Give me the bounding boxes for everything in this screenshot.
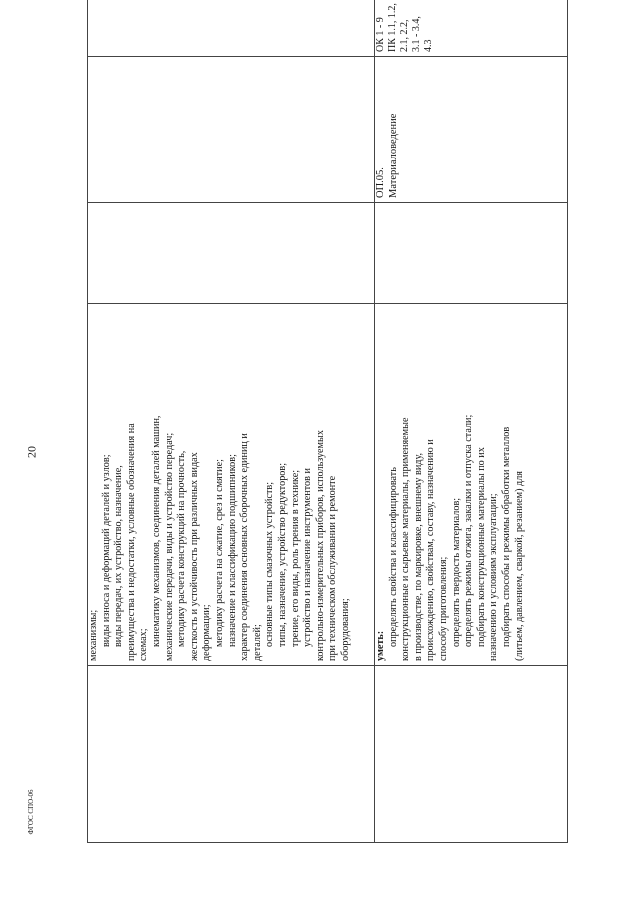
table-row-mechanics [88, 0, 375, 843]
text-line: трение, его виды, роль трения в технике; [289, 469, 301, 647]
competency-line: ОК 1 - 9 [375, 17, 386, 52]
page-number: 20 [24, 446, 39, 458]
text-line: кинематику механизмов, соединения деталей машин, [150, 415, 162, 647]
text-line: назначение и классификацию подшипников; [226, 454, 238, 647]
text-line: контрольно-измерительных приборов, используемых [314, 430, 326, 661]
text-line: конструкционные и сырьевые материалы, применяемые [400, 417, 412, 661]
competency-cell [88, 0, 375, 57]
text-line: определять свойства и классифицировать [387, 467, 399, 647]
text-line: определять режимы отжига, закалки и отпуска стали; [463, 414, 475, 647]
text-line: схемах; [138, 628, 150, 661]
text-line: способу приготовления; [437, 556, 449, 661]
empty-cell [375, 203, 568, 304]
discipline-code: ОП.05. [375, 167, 386, 198]
text-line: характер соединения основных сборочных единиц и [239, 433, 251, 661]
competency-line: ПК 1.1, 1.2, [387, 3, 398, 52]
text-line: назначению и условиям эксплуатации; [488, 493, 500, 661]
text-line: оборудования; [339, 598, 351, 661]
text-line: деформации; [201, 604, 213, 661]
text-line: методику расчета на сжатие, срез и смятие; [213, 459, 225, 647]
text-line: в производстве, по маркировке, внешнему виду, [412, 452, 424, 661]
curriculum-table [87, 0, 568, 843]
discipline-cell [375, 57, 568, 203]
discipline-name: Материаловедение [387, 113, 399, 198]
text-line: деталей; [251, 624, 263, 661]
text-line: определять твердость материалов; [450, 497, 462, 647]
text-line: виды износа и деформаций деталей и узлов; [100, 454, 112, 647]
text-line: механические передачи, виды и устройство передач; [163, 432, 175, 661]
text-line: при техническом обслуживании и ремонте [327, 475, 339, 661]
empty-cell [88, 203, 375, 304]
text-line: устройство и назначение инструментов и [302, 468, 314, 647]
text-line: типы, назначение, устройство редукторов; [276, 462, 288, 647]
knowledge-cell [88, 304, 375, 666]
text-line: механизмы; [88, 609, 99, 661]
text-line: методику расчета конструкций на прочность, [176, 450, 188, 647]
text-line: преимущества и недостатки, условные обозначения на [125, 423, 137, 661]
table-row-materials [375, 0, 568, 843]
text-line: виды передач, их устройство, назначение, [113, 465, 125, 647]
index-cell [88, 666, 375, 843]
index-cell [375, 666, 568, 843]
text-line: жесткость и устойчивость при различных видах [188, 452, 200, 661]
competency-line: 4.3 [423, 39, 434, 52]
discipline-cell [88, 57, 375, 203]
text-line: подбирать способы и режимы обработки металлов [500, 426, 512, 647]
competency-line: 3.1 - 3.4, [411, 16, 422, 52]
text-line: происхождению, свойствам, составу, назначению и [425, 439, 437, 661]
text-line: подбирать конструкционные материалы по их [475, 447, 487, 647]
skills-heading: уметь: [375, 630, 386, 661]
footer-code: ФГОС СПО-06 [27, 789, 35, 835]
competency-line: 2.1, 2.2, [399, 19, 410, 52]
text-line: основные типы смазочных устройств; [264, 481, 276, 647]
skills-cell [375, 304, 568, 666]
competency-cell [375, 0, 568, 57]
text-line: (литьем, давлением, сваркой, резанием) для [513, 471, 525, 661]
